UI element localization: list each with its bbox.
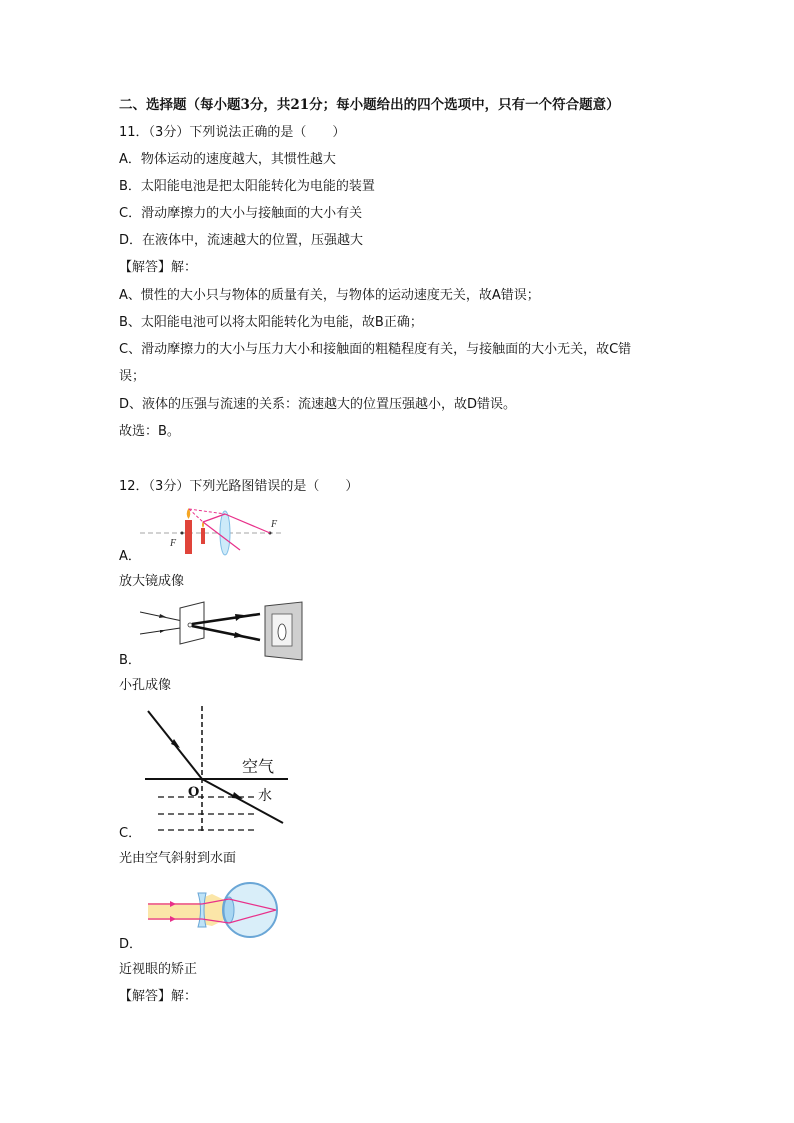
candle-image	[185, 520, 192, 554]
label-water: 水	[258, 788, 272, 804]
q12-option-b-letter: B．	[119, 653, 141, 668]
q12-option-d-caption: 近视眼的矫正	[119, 962, 198, 977]
q12-answer-label: 【解答】解：	[119, 989, 198, 1004]
candle-object	[201, 528, 205, 544]
incoming-beam	[148, 903, 202, 920]
focal-label-right: F	[271, 519, 278, 530]
figure-refraction	[140, 706, 295, 836]
inverted-image	[278, 624, 286, 640]
q11-explanation-d: D、液体的压强与流速的关系：流速越大的位置压强越小，故D错误。	[119, 397, 517, 412]
figure-magnifier	[140, 506, 285, 556]
q12-option-c-letter: C．	[119, 826, 142, 841]
q12-option-d-letter: D．	[119, 937, 143, 952]
convex-lens	[220, 511, 230, 555]
label-point-o: O	[188, 785, 200, 800]
q12-option-b-caption: 小孔成像	[119, 678, 172, 693]
figure-pinhole-camera	[140, 600, 305, 665]
pinhole	[188, 623, 192, 627]
q11-explanation-b: B、太阳能电池可以将太阳能转化为电能，故B正确；	[119, 315, 423, 330]
q12-option-c-caption: 光由空气斜射到水面	[119, 851, 237, 866]
q11-explanation-c: C、滑动摩擦力的大小与压力大小和接触面的粗糙程度有关，与接触面的大小无关，故C错	[119, 342, 632, 357]
q11-choice: 故选：B。	[119, 424, 180, 439]
ray-1-refracted	[225, 514, 270, 533]
q11-option-a: A．物体运动的速度越大，其惯性越大	[119, 152, 336, 167]
q11-option-c: C．滑动摩擦力的大小与接触面的大小有关	[119, 206, 363, 221]
focal-label-left: F	[170, 538, 177, 549]
focal-point-left	[181, 532, 184, 535]
question-12-stem: 12．（3分）下列光路图错误的是（ ）	[119, 479, 359, 494]
ray-1-extension	[189, 509, 225, 514]
q11-option-d: D．在液体中，流速越大的位置，压强越大	[119, 233, 364, 248]
label-air: 空气	[242, 757, 275, 776]
q12-option-a-letter: A．	[119, 549, 141, 564]
q11-explanation-c-cont: 误；	[119, 369, 146, 384]
question-11-stem: 11．（3分）下列说法正确的是（ ）	[119, 125, 346, 140]
q11-answer-label: 【解答】解：	[119, 260, 198, 275]
figure-myopia-correction	[140, 880, 282, 942]
eye-lens	[224, 897, 234, 923]
q12-option-a-caption: 放大镜成像	[119, 574, 185, 589]
refracted-arrow	[232, 792, 243, 799]
q11-option-b: B．太阳能电池是把太阳能转化为电能的装置	[119, 179, 375, 194]
q11-explanation-a: A、惯性的大小只与物体的质量有关，与物体的运动速度无关，故A错误；	[119, 288, 540, 303]
section-heading: 二、选择题（每小题3分，共21分；每小题给出的四个选项中，只有一个符合题意）	[119, 97, 620, 113]
